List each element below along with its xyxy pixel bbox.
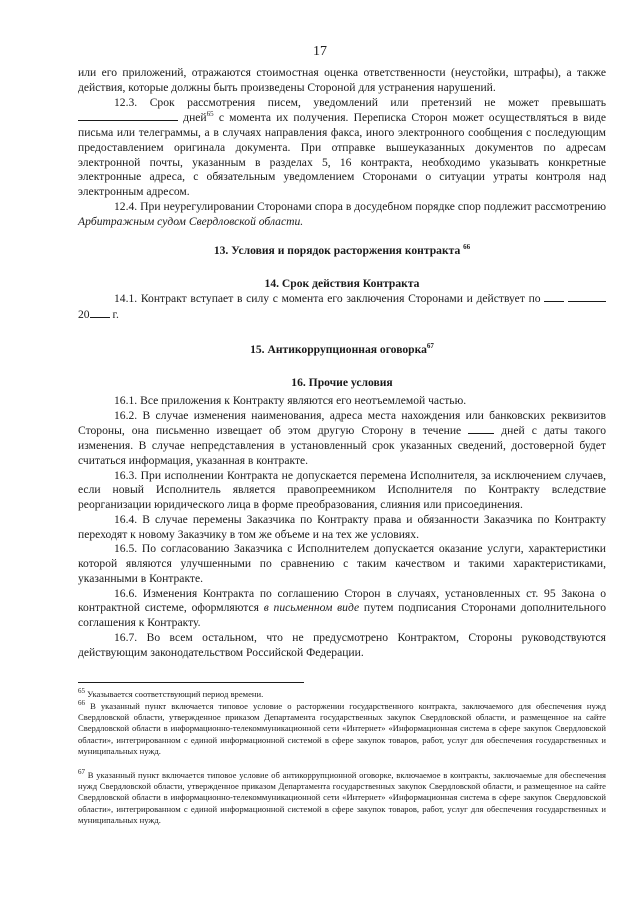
clause-16-7: 16.7. Во всем остальном, что не предусмотрено Контрактом, Стороны руководствуются действующим законодательством Российской Федерации. bbox=[78, 630, 606, 659]
heading-section-13 bbox=[78, 243, 606, 258]
heading-13-text: 13. Условия и порядок расторжения контракта bbox=[213, 244, 461, 258]
clause-14-1-text: 14.1. Контракт вступает в силу с момента его заключения Сторонами и действует по bbox=[114, 292, 541, 306]
clause-12-4 bbox=[78, 200, 606, 230]
clause-12-3-text-b: с момента их получения. Переписка Сторон может осуществляться в виде письма или телеграммы, а в случаях направления факса, иного электронного сообщения с последующим предоставлением оригинала документа. При отправке вышеуказанных документов по адресам электронной почты, указанным в разделах 5, 16 контракта, необходимо указывать конкретные электронные адреса, с обязательным уведомлением Сторонами о ситуации утраты контроля над электронным адресом. bbox=[78, 111, 606, 198]
year-prefix: 20 bbox=[78, 308, 90, 321]
year-suffix: г. bbox=[112, 308, 119, 321]
clause-12-3 bbox=[78, 96, 606, 200]
clause-16-6-text-a: 16.6. Изменения Контракта по соглашению Сторон в случаях, установленных ст. 95 Закона о контрактной системе, оформляются bbox=[78, 586, 606, 615]
heading-section-16: 16. Прочие условия bbox=[291, 375, 393, 389]
footnote-ref-66: 66 bbox=[463, 243, 471, 252]
intro-line-1: или его приложений, отражаются стоимостная оценка ответственности (неустойки, штрафы), а bbox=[78, 66, 572, 79]
blank-month-field bbox=[568, 291, 606, 302]
footnote-65-number: 65 bbox=[78, 687, 85, 696]
blank-day-field bbox=[544, 291, 564, 302]
clause-12-3-days: дней bbox=[183, 111, 207, 125]
footnote-67-number: 67 bbox=[78, 768, 85, 777]
document-body bbox=[78, 66, 606, 660]
footnote-67-text: В указанный пункт включается типовое условие об антикоррупционной оговорке, включаемое в контракты, заключаемые для обеспечения нужд Свердловской области, утвержденное приказом Департамента государственных закупок Свердловской области, и размещенное на сайте Свердловской области в информационно-телекоммуникационной сети «Интернет» «Информационная система в сфере закупок Свердловской области», интегрированном с единой информационной системой в сфере закупок товаров, работ, услуг для обеспечения государственных и муниципальных нужд. bbox=[78, 770, 606, 825]
footnote-65-text: Указывается соответствующий период времени. bbox=[87, 689, 264, 699]
page-number: 17 bbox=[313, 44, 327, 59]
footnote-66-text: В указанный пункт включается типовое условие о расторжении государственного контракта, заключаемого для обеспечения нужд Свердловской области, утвержденное приказом Департамента государственных закупок Свердловской области, и размещенное на сайте Свердловской области в информационно-телекоммуникационной сети «Интернет» «Информационная система в сфере закупок Свердловской области», интегрированном с единой информационной системой в сфере закупок товаров, работ, услуг для обеспечения государственных и муниципальных нужд. bbox=[78, 701, 607, 756]
clause-16-2-text-a: 16.2. В случае изменения наименования, адреса места нахождения или банковских реквизитов Стороны, она письменно извещает об этом другую Сторону в течение bbox=[78, 408, 606, 438]
clause-16-2 bbox=[78, 409, 606, 469]
clause-12-3-text-a: 12.3. Срок рассмотрения писем, уведомлений или претензий не может превышать bbox=[114, 95, 606, 109]
clause-16-3: 16.3. При исполнении Контракта не допускается перемена Исполнителя, за исключением случаев, если новый Исполнитель является правопреемником Исполнителя по Контракту вследствие реорганизации юридического лица в форме преобразования, слияния или присоединения. bbox=[78, 468, 606, 511]
footnote-ref-67: 67 bbox=[426, 341, 434, 350]
clause-12-4-court: Арбитражным судом Свердловской области. bbox=[78, 214, 304, 228]
clause-16-1: 16.1. Все приложения к Контракту являются его неотъемлемой частью. bbox=[114, 393, 467, 407]
footnote-ref-65: 65 bbox=[206, 110, 214, 119]
footnote-66 bbox=[78, 701, 606, 757]
blank-year-field bbox=[90, 307, 110, 318]
heading-section-14: 14. Срок действия Контракта bbox=[264, 277, 420, 291]
blank-days-field bbox=[78, 110, 178, 121]
clause-16-6 bbox=[78, 587, 606, 631]
clause-16-6-emphasis: в письменном виде bbox=[263, 601, 360, 615]
clause-12-4-text: 12.4. При неурегулировании Сторонами спора в досудебном порядке спор подлежит рассмотрению bbox=[114, 199, 606, 213]
footnote-65 bbox=[78, 689, 606, 700]
blank-notice-days-field bbox=[468, 423, 494, 434]
clause-14-1 bbox=[78, 291, 606, 323]
footnote-66-number: 66 bbox=[78, 699, 85, 708]
intro-line-2: также действия, которые должны быть произведены Стороной для устранения нарушений. bbox=[78, 66, 606, 94]
clause-16-2-text-b: дней с даты такого изменения. В случае непредставления в установленный срок указанных сведений, достоверной будет считаться информация, указанная в контракте. bbox=[78, 424, 606, 467]
clause-16-6-text-b: путем подписания Сторонами дополнительного соглашения к Контракту. bbox=[78, 601, 607, 629]
footnote-separator bbox=[78, 682, 304, 683]
heading-15-text: 15. Антикоррупционная оговорка bbox=[250, 342, 427, 356]
heading-section-15 bbox=[78, 342, 606, 357]
clause-16-4: 16.4. В случае перемены Заказчика по Контракту права и обязанности Заказчика по Контракту переходят к новому Заказчику в том же объеме и на тех же условиях. bbox=[78, 512, 606, 541]
intro-paragraph bbox=[78, 66, 606, 96]
footnote-67 bbox=[78, 770, 606, 826]
clause-16-5: 16.5. По согласованию Заказчика с Исполнителем допускается оказание услуги, характеристики которой являются улучшенными по сравнению с таким качеством и такими характеристиками, указанными в Контракте. bbox=[78, 542, 606, 585]
